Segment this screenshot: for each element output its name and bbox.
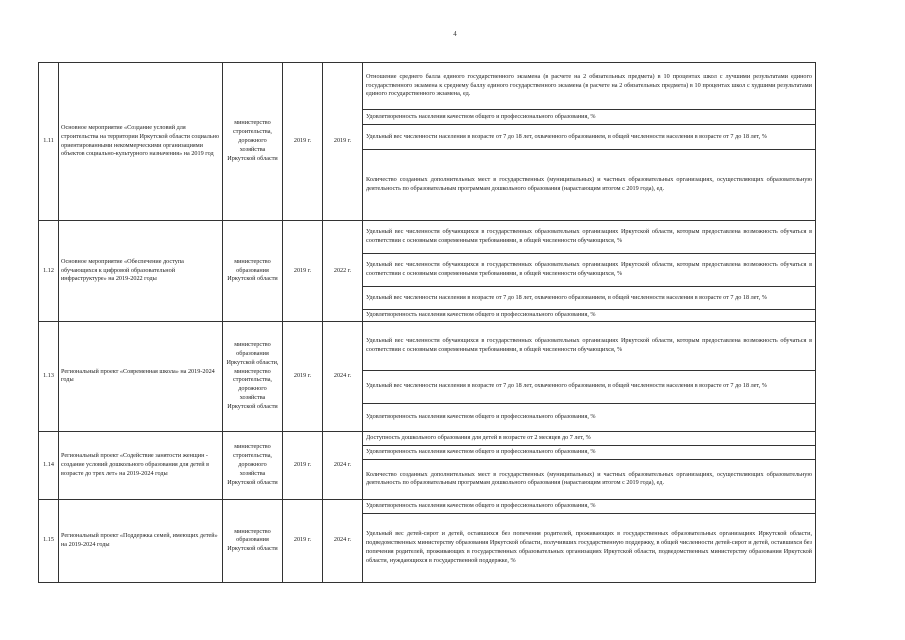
end-year: 2024 г. bbox=[323, 499, 363, 582]
row-number: 1.13 bbox=[39, 321, 59, 431]
start-year: 2019 г. bbox=[283, 63, 323, 221]
activity-name: Региональный проект «Современная школа» на 2019-2024 годы bbox=[59, 321, 223, 431]
start-year: 2019 г. bbox=[283, 321, 323, 431]
end-year: 2024 г. bbox=[323, 431, 363, 499]
row-number: 1.12 bbox=[39, 221, 59, 322]
indicator-item: Отношение среднего балла единого государственного экзамена (в расчете на 2 обязательных предмета) в 10 процентах школ с лучшими результатами единого государственного экзамена к среднему баллу единого государственного экзамена (в расчете на 2 обязательных предмета) в 10 процентах школ с худшими результатами единого государственного экзамена, ед. bbox=[366, 72, 812, 98]
activity-name: Региональный проект «Поддержка семей, имеющих детей» на 2019-2024 годы bbox=[59, 499, 223, 582]
table-row bbox=[39, 499, 816, 582]
activity-name: Региональный проект «Содействие занятости женщин - создание условий дошкольного образования для детей в возрасте до трех лет» на 2019-2024 годы bbox=[59, 431, 223, 499]
end-year: 2019 г. bbox=[323, 63, 363, 221]
page-number: 4 bbox=[453, 30, 457, 38]
executor: министерство образования Иркутской области bbox=[223, 499, 283, 582]
indicator-item: Удельный вес численности обучающихся в государственных образовательных организациях Иркутской области, которым предоставлена возможность обучаться в соответствии с основными современными требованиями, в общей численности обучающихся, % bbox=[363, 253, 815, 286]
activity-name: Основное мероприятие «Обеспечение доступа обучающихся к цифровой образовательной инфраструктуре» на 2019-2022 годы bbox=[59, 221, 223, 322]
indicator-item: Удельный вес детей-сирот и детей, оставшихся без попечения родителей, проживающих в государственных образовательных организациях Иркутской области, подведомственных министерству образования Иркутской области, получивших государственную поддержку, в общей численности детей-сирот и детей, оставшихся без попечения родителей, проживающих в государственных образовательных организациях Иркутской области, подведомственных министерству образования Иркутской области, нуждающихся в государственной поддержке, % bbox=[363, 513, 815, 582]
table-row bbox=[39, 221, 816, 322]
row-number: 1.15 bbox=[39, 499, 59, 582]
indicator-item: Удельный вес численности населения в возрасте от 7 до 18 лет, охваченного образованием, в общей численности населения в возрасте от 7 до 18 лет, % bbox=[363, 286, 815, 309]
end-year: 2022 г. bbox=[323, 221, 363, 322]
indicator-item: Удельный вес численности обучающихся в государственных образовательных организациях Иркутской области, которым предоставлена возможность обучаться в соответствии с основными современными требованиями, в общей численности обучающихся, % bbox=[366, 337, 812, 353]
indicators-cell bbox=[363, 499, 816, 582]
indicator-item: Доступность дошкольного образования для детей в возрасте от 2 месяцев до 7 лет, % bbox=[366, 433, 591, 441]
executor: министерство строительства, дорожного хозяйства Иркутской области bbox=[223, 431, 283, 499]
program-activities-table bbox=[38, 62, 816, 583]
executor: министерство образования Иркутской области bbox=[223, 221, 283, 322]
start-year: 2019 г. bbox=[283, 499, 323, 582]
indicator-item: Удовлетворенность населения качеством общего и профессионального образования, % bbox=[363, 445, 815, 459]
indicators-cell bbox=[363, 221, 816, 322]
indicator-item: Количество созданных дополнительных мест в государственных (муниципальных) и частных образовательных организациях, осуществляющих образовательную деятельность по образовательным программам дошкольного образования (нарастающим итогом с 2019 года), ед. bbox=[363, 149, 815, 220]
indicators-cell bbox=[363, 431, 816, 499]
indicators-cell bbox=[363, 63, 816, 221]
table-row bbox=[39, 321, 816, 431]
executor: министерство образования Иркутской области, министерство строительства, дорожного хозяйства Иркутской области bbox=[223, 321, 283, 431]
row-number: 1.11 bbox=[39, 63, 59, 221]
indicator-item: Удельный вес численности населения в возрасте от 7 до 18 лет, охваченного образованием, в общей численности населения в возрасте от 7 до 18 лет, % bbox=[363, 370, 815, 403]
table-row bbox=[39, 63, 816, 221]
indicator-item: Удовлетворенность населения качеством общего и профессионального образования, % bbox=[363, 309, 815, 321]
table-row bbox=[39, 431, 816, 499]
indicator-item: Удовлетворенность населения качеством общего и профессионального образования, % bbox=[366, 501, 596, 509]
end-year: 2024 г. bbox=[323, 321, 363, 431]
indicators-cell bbox=[363, 321, 816, 431]
indicator-item: Удовлетворенность населения качеством общего и профессионального образования, % bbox=[363, 403, 815, 431]
start-year: 2019 г. bbox=[283, 221, 323, 322]
indicator-item: Количество созданных дополнительных мест в государственных (муниципальных) и частных образовательных организациях, осуществляющих образовательную деятельность по образовательным программам дошкольного образования (нарастающим итогом с 2019 года), ед. bbox=[363, 459, 815, 499]
start-year: 2019 г. bbox=[283, 431, 323, 499]
row-number: 1.14 bbox=[39, 431, 59, 499]
indicator-item: Удельный вес численности населения в возрасте от 7 до 18 лет, охваченного образованием, в общей численности населения в возрасте от 7 до 18 лет, % bbox=[363, 124, 815, 149]
executor: министерство строительства, дорожного хозяйства Иркутской области bbox=[223, 63, 283, 221]
activity-name: Основное мероприятие «Создание условий для строительства на территории Иркутской области социально ориентированными некоммерческими организациями объектов социально-культурного назначения» на 2019 год bbox=[59, 63, 223, 221]
indicator-item: Удовлетворенность населения качеством общего и профессионального образования, % bbox=[363, 109, 815, 124]
indicator-item: Удельный вес численности обучающихся в государственных образовательных организациях Иркутской области, которым предоставлена возможность обучаться в соответствии с основными современными требованиями, в общей численности обучающихся, % bbox=[366, 228, 812, 244]
